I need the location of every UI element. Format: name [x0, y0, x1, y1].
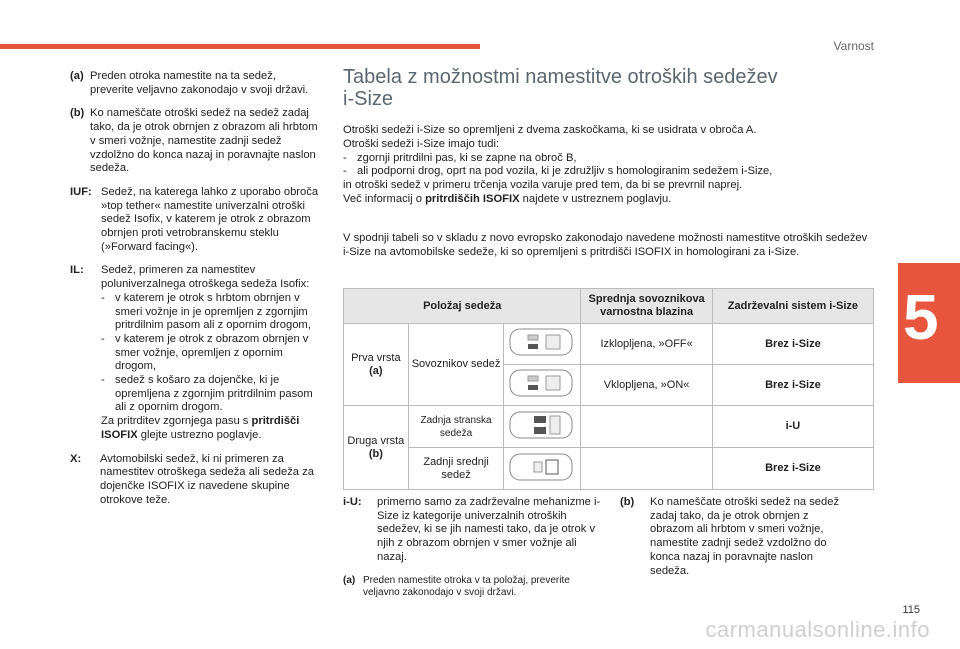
isize-value: Brez i-Size [712, 365, 873, 406]
note-b-bottom: (b) Ko nameščate otroški sedež na sedež zadaj tako, da je otrok obrnjen z obrazom ali hrbtom v smeri vožnje, namestite zadnji sedež vzdolžno do konca nazaj in poravnajte naslon sedeža. [620, 496, 840, 577]
chapter-tab [898, 263, 960, 383]
list-item: - v katerem je otrok s hrbtom obrnjen v smeri vožnje in je opremljen z zgornjim pritrdilnim pasom ali z opornim drogom, [101, 291, 311, 332]
seat-label: Zadnji srednji sedež [408, 448, 504, 490]
intro-paragraph: Otroški sedeži i-Size so opremljeni z dvema zaskočkama, ki se usidrata v obroča A. Otroški sedeži i-Size imajo tudi: - zgornji pritrdilni pas, ki se zapne na obroč B, - ali podporni drog, oprt na pod vozila, ki je združljiv s homologiranim sedežem i-Size, in otroški sedež v primeru trčenja vozila varuje pred tem, da bi se prevrnil naprej. Več informacij o pritrdiščih ISOFIX najdete v ustreznem poglavju. [343, 124, 773, 205]
note-b [70, 107, 320, 176]
chapter-number: 5 [903, 281, 939, 353]
definition-key: IUF: [70, 185, 92, 198]
definition-il [70, 264, 320, 442]
seat-label: Zadnja stranska sedeža [408, 406, 504, 448]
car-diagram-icon [504, 406, 581, 448]
car-diagram-icon [504, 324, 581, 365]
row-label: Prva vrsta (a) [344, 324, 409, 406]
notes-right [620, 496, 850, 588]
table-header-row [344, 289, 874, 324]
note-text: Ko nameščate otroški sedež na sedež zadaj tako, da je otrok obrnjen z obrazom ali hrbtom v smeri vožnje, namestite zadnji sedež vzdolžno do konca nazaj in poravnajte naslon sedeža. [90, 107, 318, 175]
list-item: - sedež s košaro za dojenčke, ki je opremljena z zgornjim pritrdilnim pasom ali z opornim drogom. [101, 374, 313, 414]
definition-iuf [70, 186, 320, 255]
table-row [344, 448, 874, 490]
isize-value: i-U [712, 406, 873, 448]
definition-x [70, 453, 320, 508]
isize-table [343, 288, 874, 490]
page-title: Tabela z možnostmi namestitve otroških sedežev i-Size [343, 66, 778, 110]
watermark: carmanualsonline.info [705, 617, 930, 642]
note-text: Preden otroka namestite na ta sedež, preverite veljavno zakonodajo v svoji državi. [90, 70, 309, 96]
car-diagram-icon [504, 365, 581, 406]
definition-key: IL: [70, 264, 84, 277]
note-key: (a) [70, 70, 84, 82]
accent-bar [0, 44, 480, 49]
row-label: Druga vrsta (b) [344, 406, 409, 490]
table-row [344, 324, 874, 365]
definition-body [101, 264, 320, 442]
header-airbag: Sprednja sovoznikova varnostna blazina [581, 289, 712, 324]
right-column [343, 66, 873, 259]
definition-text: Avtomobilski sedež, ki ni primeren za namestitev otroškega sedeža ali sedeža za dojenčke ISOFIX iz navedene skupine otrokove teže. [100, 452, 314, 506]
car-diagram-icon [504, 448, 581, 490]
note-a [70, 70, 320, 97]
note-a-bottom: (a) Preden namestite otroka v ta položaj, preverite veljavno zakonodajo v svoji državi. [343, 574, 570, 599]
header-position: Položaj sedeža [344, 289, 581, 324]
table-intro: V spodnji tabeli so v skladu z novo evropsko zakonodajo navedene možnosti namestitve otroških sedežev i-Size na avtomobilske sedeže, ki so opremljeni s pritrdišči ISOFIX in homologirani za i-Size. [343, 231, 868, 258]
isize-value: Brez i-Size [712, 324, 873, 365]
airbag-state [581, 406, 712, 448]
table-row [344, 406, 874, 448]
airbag-state: Vklopljena, »ON« [581, 365, 712, 406]
definition-text: Sedež, primeren za namestitev poluniverzalnega otroškega sedeža Isofix: [101, 264, 310, 291]
page-number: 115 [902, 604, 920, 616]
notes-left [343, 496, 603, 610]
section-title: Varnost [833, 39, 874, 53]
note-iu: i-U: primerno samo za zadrževalne mehanizme i-Size iz kategorije univerzalnih otroških sedežev, ki se jih namesti tako, da je otrok v njih z obrazom obrnjen v smer vožnje ali nazaj. [343, 496, 601, 563]
definition-tail: Za pritrditev zgornjega pasu s pritrdišči ISOFIX glejte ustrezno poglavje. [101, 415, 300, 441]
airbag-state [581, 448, 712, 490]
note-key: (b) [70, 107, 85, 120]
left-column [70, 70, 320, 517]
header-isize: Zadrževalni sistem i-Size [712, 289, 873, 324]
isize-value: Brez i-Size [712, 448, 873, 490]
definition-text: Sedež, na katerega lahko z uporabo obroča »top tether« namestite univerzalni otroški sedež Isofix, v katerem je otrok z obrazom obrnjen proti vetrobranskemu steklu (»Forward facing«). [101, 185, 319, 253]
list-item: - v katerem je otrok z obrazom obrnjen v smer vožnje, opremljen z opornim drogom, [101, 332, 309, 373]
seat-label: Sovoznikov sedež [408, 324, 504, 406]
airbag-state: Izklopljena, »OFF« [581, 324, 712, 365]
definition-key: X: [70, 452, 82, 465]
